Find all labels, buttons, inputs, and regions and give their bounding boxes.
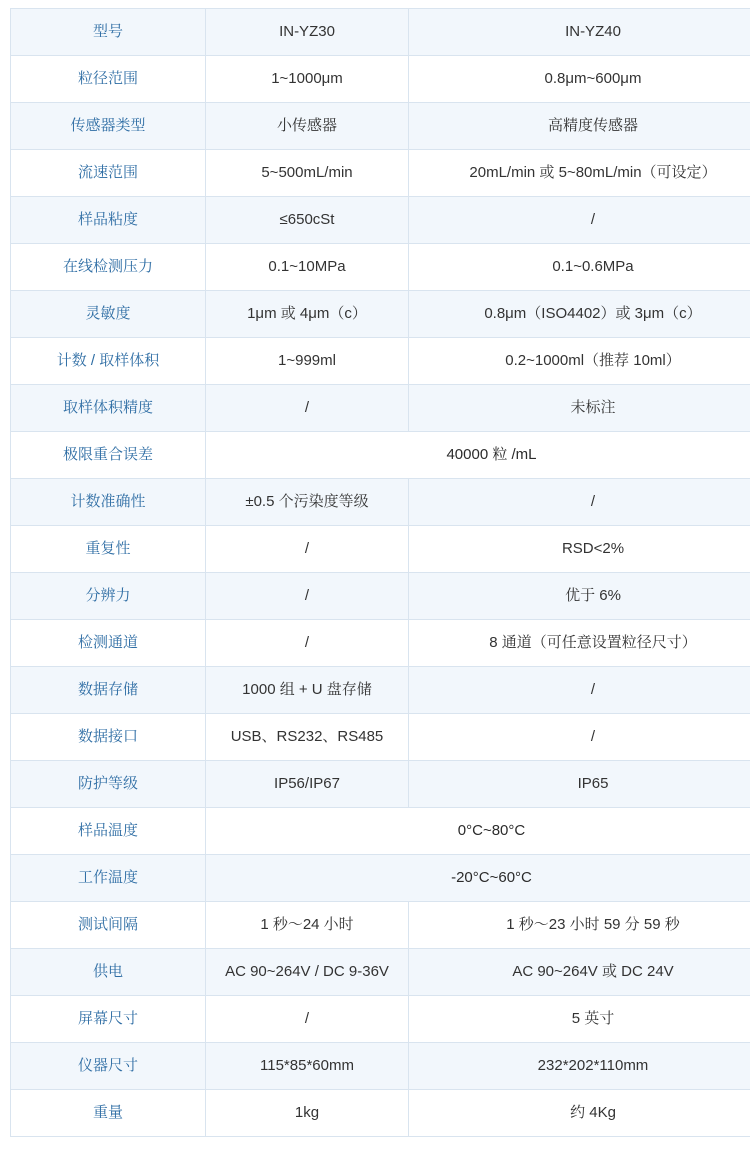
table-row bbox=[11, 667, 750, 714]
row-value-cell-model-b: 8 通道（可任意设置粒径尺寸） bbox=[409, 620, 750, 667]
row-value-cell-model-b: 0.8μm~600μm bbox=[409, 56, 750, 103]
row-label-cell: 工作温度 bbox=[11, 855, 206, 902]
table-row bbox=[11, 949, 750, 996]
table-row bbox=[11, 9, 750, 56]
row-label-cell: 计数 / 取样体积 bbox=[11, 338, 206, 385]
row-value-cell-model-b: AC 90~264V 或 DC 24V bbox=[409, 949, 750, 996]
specification-table-body bbox=[11, 9, 750, 1137]
row-label-cell: 在线检测压力 bbox=[11, 244, 206, 291]
table-row bbox=[11, 1043, 750, 1090]
specification-table bbox=[10, 8, 750, 1137]
row-value-cell-model-a: / bbox=[206, 573, 409, 620]
row-value-cell-model-a: 1~1000μm bbox=[206, 56, 409, 103]
row-value-cell-model-b: 0.1~0.6MPa bbox=[409, 244, 750, 291]
table-row bbox=[11, 526, 750, 573]
table-row bbox=[11, 244, 750, 291]
row-value-cell-model-b: / bbox=[409, 667, 750, 714]
row-value-cell-model-b: 5 英寸 bbox=[409, 996, 750, 1043]
table-row bbox=[11, 714, 750, 761]
row-value-cell-model-b: 1 秒～23 小时 59 分 59 秒 bbox=[409, 902, 750, 949]
row-label-cell: 测试间隔 bbox=[11, 902, 206, 949]
table-row bbox=[11, 1090, 750, 1137]
table-row bbox=[11, 620, 750, 667]
row-value-cell-model-a: AC 90~264V / DC 9-36V bbox=[206, 949, 409, 996]
row-value-cell-model-a: ±0.5 个污染度等级 bbox=[206, 479, 409, 526]
row-value-cell-model-a: / bbox=[206, 620, 409, 667]
row-label-cell: 粒径范围 bbox=[11, 56, 206, 103]
table-row bbox=[11, 902, 750, 949]
row-value-cell-model-b: / bbox=[409, 714, 750, 761]
row-value-cell-merged: 40000 粒 /mL bbox=[206, 432, 750, 479]
row-value-cell-model-b: 高精度传感器 bbox=[409, 103, 750, 150]
row-label-cell: 灵敏度 bbox=[11, 291, 206, 338]
row-label-cell: 重复性 bbox=[11, 526, 206, 573]
table-row bbox=[11, 338, 750, 385]
row-label-cell: 数据接口 bbox=[11, 714, 206, 761]
table-row bbox=[11, 56, 750, 103]
row-label-cell: 传感器类型 bbox=[11, 103, 206, 150]
row-value-cell-model-b: 约 4Kg bbox=[409, 1090, 750, 1137]
row-value-cell-model-a: 0.1~10MPa bbox=[206, 244, 409, 291]
row-value-cell-model-a: IP56/IP67 bbox=[206, 761, 409, 808]
row-value-cell-merged: -20°C~60°C bbox=[206, 855, 750, 902]
row-value-cell-model-b: 优于 6% bbox=[409, 573, 750, 620]
row-label-cell: 流速范围 bbox=[11, 150, 206, 197]
table-row bbox=[11, 479, 750, 526]
row-label-cell: 检测通道 bbox=[11, 620, 206, 667]
row-value-cell-model-b: 232*202*110mm bbox=[409, 1043, 750, 1090]
table-row bbox=[11, 573, 750, 620]
table-row bbox=[11, 197, 750, 244]
table-row bbox=[11, 808, 750, 855]
table-row bbox=[11, 855, 750, 902]
table-row bbox=[11, 150, 750, 197]
row-label-cell: 型号 bbox=[11, 9, 206, 56]
row-value-cell-model-a: 1~999ml bbox=[206, 338, 409, 385]
row-value-cell-merged: 0°C~80°C bbox=[206, 808, 750, 855]
row-label-cell: 数据存储 bbox=[11, 667, 206, 714]
row-value-cell-model-b: RSD<2% bbox=[409, 526, 750, 573]
table-row bbox=[11, 432, 750, 479]
row-label-cell: 重量 bbox=[11, 1090, 206, 1137]
row-value-cell-model-a: 1μm 或 4μm（c） bbox=[206, 291, 409, 338]
table-row bbox=[11, 761, 750, 808]
table-row bbox=[11, 291, 750, 338]
row-label-cell: 极限重合误差 bbox=[11, 432, 206, 479]
row-value-cell-model-b: IN-YZ40 bbox=[409, 9, 750, 56]
table-row bbox=[11, 103, 750, 150]
row-value-cell-model-a: 1000 组 + U 盘存储 bbox=[206, 667, 409, 714]
row-label-cell: 仪器尺寸 bbox=[11, 1043, 206, 1090]
row-label-cell: 屏幕尺寸 bbox=[11, 996, 206, 1043]
row-value-cell-model-a: USB、RS232、RS485 bbox=[206, 714, 409, 761]
row-value-cell-model-b: / bbox=[409, 197, 750, 244]
row-label-cell: 供电 bbox=[11, 949, 206, 996]
table-row bbox=[11, 385, 750, 432]
table-row bbox=[11, 996, 750, 1043]
row-label-cell: 样品粘度 bbox=[11, 197, 206, 244]
row-value-cell-model-a: 小传感器 bbox=[206, 103, 409, 150]
row-value-cell-model-b: / bbox=[409, 479, 750, 526]
row-value-cell-model-a: 115*85*60mm bbox=[206, 1043, 409, 1090]
row-label-cell: 防护等级 bbox=[11, 761, 206, 808]
row-label-cell: 分辨力 bbox=[11, 573, 206, 620]
row-value-cell-model-b: 0.8μm（ISO4402）或 3μm（c） bbox=[409, 291, 750, 338]
row-value-cell-model-a: ≤650cSt bbox=[206, 197, 409, 244]
row-value-cell-model-b: 未标注 bbox=[409, 385, 750, 432]
row-value-cell-model-a: / bbox=[206, 526, 409, 573]
row-value-cell-model-a: 5~500mL/min bbox=[206, 150, 409, 197]
row-value-cell-model-a: / bbox=[206, 996, 409, 1043]
row-value-cell-model-a: / bbox=[206, 385, 409, 432]
row-label-cell: 样品温度 bbox=[11, 808, 206, 855]
row-label-cell: 取样体积精度 bbox=[11, 385, 206, 432]
row-value-cell-model-a: 1 秒～24 小时 bbox=[206, 902, 409, 949]
row-value-cell-model-b: 20mL/min 或 5~80mL/min（可设定） bbox=[409, 150, 750, 197]
row-value-cell-model-a: 1kg bbox=[206, 1090, 409, 1137]
row-value-cell-model-a: IN-YZ30 bbox=[206, 9, 409, 56]
row-label-cell: 计数准确性 bbox=[11, 479, 206, 526]
row-value-cell-model-b: IP65 bbox=[409, 761, 750, 808]
row-value-cell-model-b: 0.2~1000ml（推荐 10ml） bbox=[409, 338, 750, 385]
